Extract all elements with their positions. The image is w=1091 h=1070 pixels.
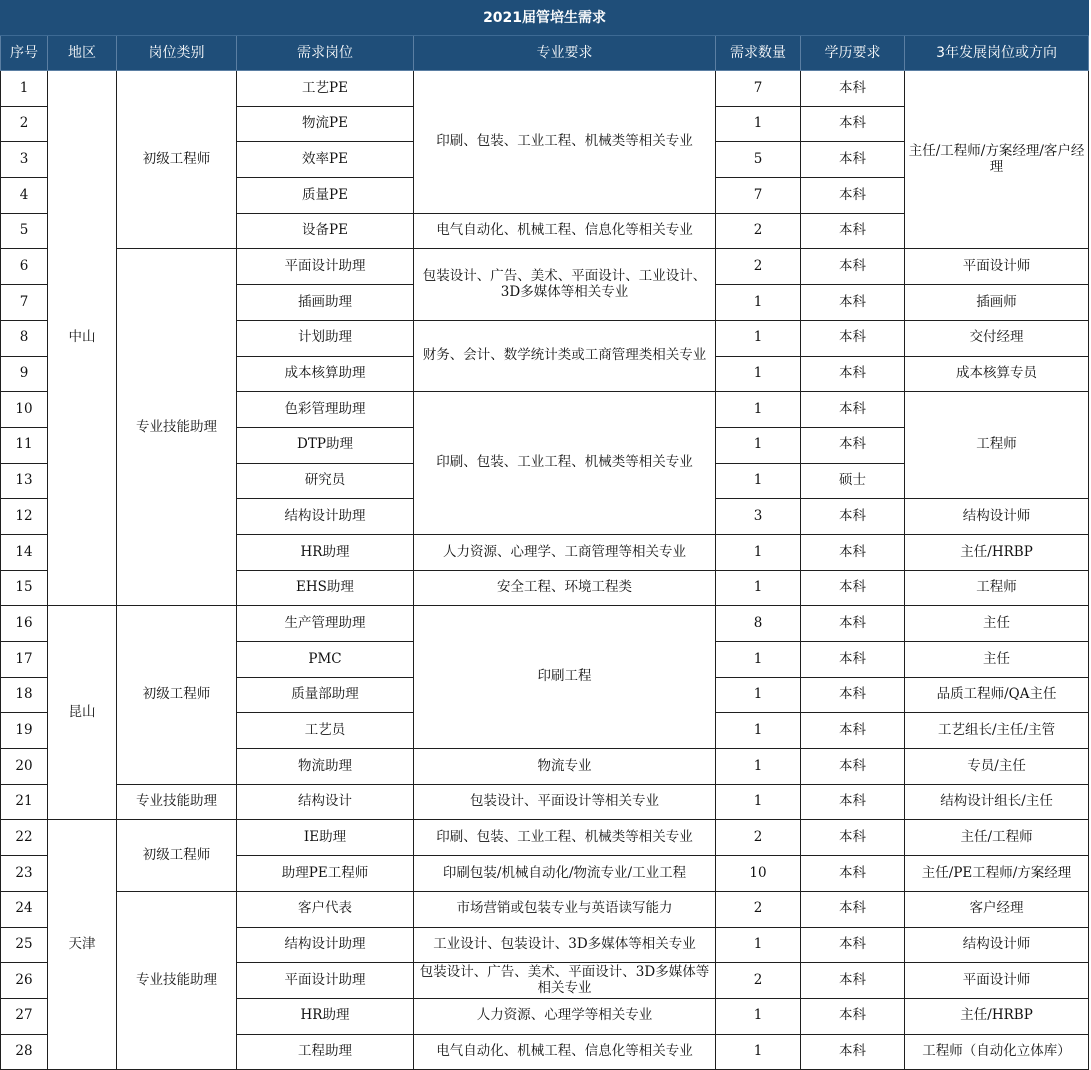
row-number: 3 [1, 142, 48, 178]
table-row [1, 820, 1089, 856]
major-cell: 人力资源、心理学、工商管理等相关专业 [414, 534, 716, 570]
position-cell: PMC [237, 642, 414, 678]
education-cell: 本科 [801, 392, 905, 428]
header-count: 需求数量 [716, 36, 801, 71]
count-cell: 1 [716, 534, 801, 570]
major-cell: 财务、会计、数学统计类或工商管理类相关专业 [414, 320, 716, 391]
count-cell: 1 [716, 463, 801, 499]
count-cell: 1 [716, 642, 801, 678]
position-cell: 插画助理 [237, 285, 414, 321]
career-cell: 主任/PE工程师/方案经理 [905, 856, 1089, 892]
category-cell: 初级工程师 [117, 71, 237, 249]
major-cell: 电气自动化、机械工程、信息化等相关专业 [414, 213, 716, 249]
count-cell: 1 [716, 570, 801, 606]
row-number: 17 [1, 642, 48, 678]
major-cell: 包装设计、广告、美术、平面设计、3D多媒体等相关专业 [414, 963, 716, 999]
education-cell: 本科 [801, 142, 905, 178]
sheet-title: 2021届管培生需求 [1, 1, 1089, 36]
education-cell: 本科 [801, 606, 905, 642]
major-cell: 物流专业 [414, 749, 716, 785]
count-cell: 1 [716, 749, 801, 785]
category-cell: 专业技能助理 [117, 891, 237, 1069]
career-cell: 工程师（自动化立体库） [905, 1034, 1089, 1070]
position-cell: 研究员 [237, 463, 414, 499]
header-major: 专业要求 [414, 36, 716, 71]
education-cell: 本科 [801, 534, 905, 570]
count-cell: 7 [716, 178, 801, 214]
education-cell: 本科 [801, 963, 905, 999]
career-cell: 平面设计师 [905, 249, 1089, 285]
row-number: 12 [1, 499, 48, 535]
count-cell: 1 [716, 392, 801, 428]
header-career: 3年发展岗位或方向 [905, 36, 1089, 71]
region-cell: 天津 [48, 820, 117, 1070]
row-number: 1 [1, 71, 48, 107]
education-cell: 本科 [801, 642, 905, 678]
row-number: 8 [1, 320, 48, 356]
row-number: 25 [1, 927, 48, 963]
position-cell: 客户代表 [237, 891, 414, 927]
position-cell: 成本核算助理 [237, 356, 414, 392]
position-cell: 设备PE [237, 213, 414, 249]
count-cell: 8 [716, 606, 801, 642]
major-cell: 人力资源、心理学等相关专业 [414, 998, 716, 1034]
education-cell: 本科 [801, 927, 905, 963]
table-row [1, 71, 1089, 107]
education-cell: 本科 [801, 749, 905, 785]
table-row [1, 784, 1089, 820]
count-cell: 1 [716, 1034, 801, 1070]
row-number: 14 [1, 534, 48, 570]
career-cell: 主任 [905, 642, 1089, 678]
career-cell: 插画师 [905, 285, 1089, 321]
count-cell: 1 [716, 106, 801, 142]
region-cell: 昆山 [48, 606, 117, 820]
major-cell: 印刷包装/机械自动化/物流专业/工业工程 [414, 856, 716, 892]
row-number: 7 [1, 285, 48, 321]
education-cell: 本科 [801, 998, 905, 1034]
row-number: 24 [1, 891, 48, 927]
education-cell: 本科 [801, 713, 905, 749]
career-cell: 主任 [905, 606, 1089, 642]
education-cell: 本科 [801, 856, 905, 892]
education-cell: 硕士 [801, 463, 905, 499]
row-number: 20 [1, 749, 48, 785]
count-cell: 1 [716, 998, 801, 1034]
position-cell: HR助理 [237, 998, 414, 1034]
category-cell: 专业技能助理 [117, 249, 237, 606]
education-cell: 本科 [801, 106, 905, 142]
major-cell: 印刷、包装、工业工程、机械类等相关专业 [414, 392, 716, 535]
education-cell: 本科 [801, 71, 905, 107]
position-cell: EHS助理 [237, 570, 414, 606]
count-cell: 2 [716, 249, 801, 285]
position-cell: DTP助理 [237, 427, 414, 463]
position-cell: 物流助理 [237, 749, 414, 785]
education-cell: 本科 [801, 1034, 905, 1070]
region-cell: 中山 [48, 71, 117, 606]
education-cell: 本科 [801, 820, 905, 856]
header-position: 需求岗位 [237, 36, 414, 71]
header-no: 序号 [1, 36, 48, 71]
count-cell: 1 [716, 427, 801, 463]
career-cell: 主任/HRBP [905, 534, 1089, 570]
career-cell: 工艺组长/主任/主管 [905, 713, 1089, 749]
career-cell: 品质工程师/QA主任 [905, 677, 1089, 713]
count-cell: 1 [716, 320, 801, 356]
row-number: 27 [1, 998, 48, 1034]
position-cell: 工艺PE [237, 71, 414, 107]
education-cell: 本科 [801, 178, 905, 214]
position-cell: 结构设计 [237, 784, 414, 820]
major-cell: 印刷、包装、工业工程、机械类等相关专业 [414, 71, 716, 214]
position-cell: 工程助理 [237, 1034, 414, 1070]
row-number: 19 [1, 713, 48, 749]
education-cell: 本科 [801, 285, 905, 321]
position-cell: 结构设计助理 [237, 499, 414, 535]
education-cell: 本科 [801, 320, 905, 356]
position-cell: 平面设计助理 [237, 249, 414, 285]
row-number: 21 [1, 784, 48, 820]
row-number: 23 [1, 856, 48, 892]
career-cell: 专员/主任 [905, 749, 1089, 785]
row-number: 9 [1, 356, 48, 392]
count-cell: 1 [716, 285, 801, 321]
count-cell: 2 [716, 963, 801, 999]
position-cell: 平面设计助理 [237, 963, 414, 999]
career-cell: 工程师 [905, 392, 1089, 499]
row-number: 26 [1, 963, 48, 999]
count-cell: 2 [716, 820, 801, 856]
education-cell: 本科 [801, 891, 905, 927]
count-cell: 10 [716, 856, 801, 892]
career-cell: 平面设计师 [905, 963, 1089, 999]
position-cell: 效率PE [237, 142, 414, 178]
position-cell: 计划助理 [237, 320, 414, 356]
major-cell: 电气自动化、机械工程、信息化等相关专业 [414, 1034, 716, 1070]
count-cell: 3 [716, 499, 801, 535]
row-number: 2 [1, 106, 48, 142]
count-cell: 2 [716, 891, 801, 927]
count-cell: 7 [716, 71, 801, 107]
position-cell: 物流PE [237, 106, 414, 142]
education-cell: 本科 [801, 784, 905, 820]
count-cell: 1 [716, 784, 801, 820]
row-number: 16 [1, 606, 48, 642]
position-cell: HR助理 [237, 534, 414, 570]
category-cell: 初级工程师 [117, 820, 237, 891]
header-education: 学历要求 [801, 36, 905, 71]
career-cell: 主任/工程师 [905, 820, 1089, 856]
category-cell: 专业技能助理 [117, 784, 237, 820]
position-cell: 工艺员 [237, 713, 414, 749]
row-number: 4 [1, 178, 48, 214]
position-cell: 结构设计助理 [237, 927, 414, 963]
major-cell: 工业设计、包装设计、3D多媒体等相关专业 [414, 927, 716, 963]
header-region: 地区 [48, 36, 117, 71]
education-cell: 本科 [801, 499, 905, 535]
header-category: 岗位类别 [117, 36, 237, 71]
count-cell: 5 [716, 142, 801, 178]
row-number: 15 [1, 570, 48, 606]
position-cell: IE助理 [237, 820, 414, 856]
row-number: 6 [1, 249, 48, 285]
row-number: 18 [1, 677, 48, 713]
education-cell: 本科 [801, 427, 905, 463]
row-number: 22 [1, 820, 48, 856]
count-cell: 1 [716, 713, 801, 749]
count-cell: 1 [716, 927, 801, 963]
row-number: 10 [1, 392, 48, 428]
position-cell: 质量部助理 [237, 677, 414, 713]
position-cell: 质量PE [237, 178, 414, 214]
major-cell: 安全工程、环境工程类 [414, 570, 716, 606]
career-cell: 成本核算专员 [905, 356, 1089, 392]
count-cell: 2 [716, 213, 801, 249]
row-number: 28 [1, 1034, 48, 1070]
row-number: 11 [1, 427, 48, 463]
table-row [1, 249, 1089, 285]
category-cell: 初级工程师 [117, 606, 237, 784]
career-cell: 结构设计师 [905, 927, 1089, 963]
education-cell: 本科 [801, 570, 905, 606]
education-cell: 本科 [801, 356, 905, 392]
career-cell: 交付经理 [905, 320, 1089, 356]
major-cell: 包装设计、平面设计等相关专业 [414, 784, 716, 820]
row-number: 5 [1, 213, 48, 249]
major-cell: 印刷工程 [414, 606, 716, 749]
major-cell: 印刷、包装、工业工程、机械类等相关专业 [414, 820, 716, 856]
table-row [1, 891, 1089, 927]
education-cell: 本科 [801, 249, 905, 285]
count-cell: 1 [716, 356, 801, 392]
major-cell: 包装设计、广告、美术、平面设计、工业设计、3D多媒体等相关专业 [414, 249, 716, 320]
position-cell: 生产管理助理 [237, 606, 414, 642]
position-cell: 助理PE工程师 [237, 856, 414, 892]
career-cell: 工程师 [905, 570, 1089, 606]
career-cell: 结构设计师 [905, 499, 1089, 535]
career-cell: 主任/HRBP [905, 998, 1089, 1034]
career-cell: 客户经理 [905, 891, 1089, 927]
career-cell: 结构设计组长/主任 [905, 784, 1089, 820]
row-number: 13 [1, 463, 48, 499]
count-cell: 1 [716, 677, 801, 713]
major-cell: 市场营销或包装专业与英语读写能力 [414, 891, 716, 927]
education-cell: 本科 [801, 213, 905, 249]
position-cell: 色彩管理助理 [237, 392, 414, 428]
career-cell: 主任/工程师/方案经理/客户经理 [905, 71, 1089, 249]
table-row [1, 606, 1089, 642]
education-cell: 本科 [801, 677, 905, 713]
